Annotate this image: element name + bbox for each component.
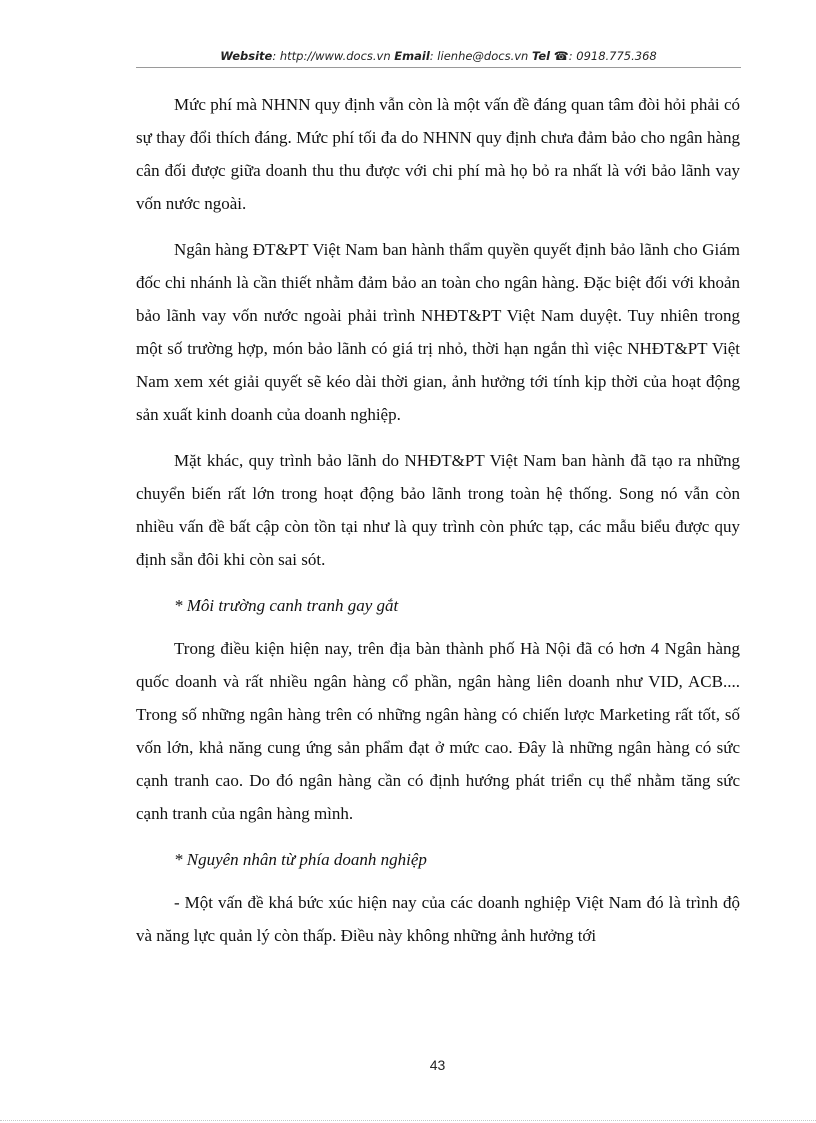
page-bottom-divider (0, 1120, 816, 1121)
page-header (136, 46, 741, 66)
paragraph-2: Ngân hàng ĐT&PT Việt Nam ban hành thẩm quyền quyết định bảo lãnh cho Giám đốc chi nhánh là cần thiết nhằm đảm bảo an toàn cho ngân hàng. Đặc biệt đối với khoản bảo lãnh vay vốn nước ngoài phải trình NHĐT&PT Việt Nam duyệt. Tuy nhiên trong một số trường hợp, món bảo lãnh có giá trị nhỏ, thời hạn ngắn thì việc NHĐT&PT Việt Nam xem xét giải quyết sẽ kéo dài thời gian, ảnh hưởng tới tính kịp thời của hoạt động sản xuất kinh doanh của doanh nghiệp. (136, 240, 740, 424)
section-heading-enterprise: * Nguyên nhân từ phía doanh nghiệp (174, 850, 427, 869)
email-label: Email (394, 49, 430, 63)
tel-value: : 0918.775.368 (568, 49, 657, 63)
website-label: Website (220, 49, 273, 63)
section-heading-competition: * Môi trường canh tranh gay gắt (174, 596, 399, 615)
page-number: 43 (429, 1057, 446, 1073)
paragraph-4: Trong điều kiện hiện nay, trên địa bàn thành phố Hà Nội đã có hơn 4 Ngân hàng quốc doanh và rất nhiều ngân hàng cổ phần, ngân hàng liên doanh như VID, ACB.... Trong số những ngân hàng trên có những ngân hàng có chiến lược Marketing rất tốt, số vốn lớn, khả năng cung ứng sản phẩm đạt ở mức cao. Đây là những ngân hàng có sức cạnh tranh cao. Do đó ngân hàng cần có định hướng phát triển cụ thể nhằm tăng sức cạnh tranh của ngân hàng mình. (136, 639, 740, 823)
email-value: : lienhe@docs.vn (429, 49, 529, 63)
paragraph-1: Mức phí mà NHNN quy định vẫn còn là một vấn đề đáng quan tâm đòi hỏi phải có sự thay đổi thích đáng. Mức phí tối đa do NHNN quy định chưa đảm bảo cho ngân hàng cân đối được giữa doanh thu thu được với chi phí mà họ bỏ ra nhất là với bảo lãnh vay vốn nước ngoài. (136, 95, 740, 213)
tel-label: Tel (532, 49, 551, 63)
website-value: : http://www.docs.vn (272, 49, 391, 63)
paragraph-3: Mặt khác, quy trình bảo lãnh do NHĐT&PT Việt Nam ban hành đã tạo ra những chuyển biến rất lớn trong hoạt động bảo lãnh trong toàn hệ thống. Song nó vẫn còn nhiều vấn đề bất cập còn tồn tại như là quy trình còn phức tạp, các mẫu biểu được quy định sẵn đôi khi còn sai sót. (136, 451, 740, 569)
document-body (136, 88, 740, 965)
phone-icon: ☎ (553, 49, 569, 63)
paragraph-5: - Một vấn đề khá bức xúc hiện nay của các doanh nghiệp Việt Nam đó là trình độ và năng lực quản lý còn thấp. Điều này không những ảnh hưởng tới (136, 893, 740, 945)
header-divider (136, 67, 741, 68)
